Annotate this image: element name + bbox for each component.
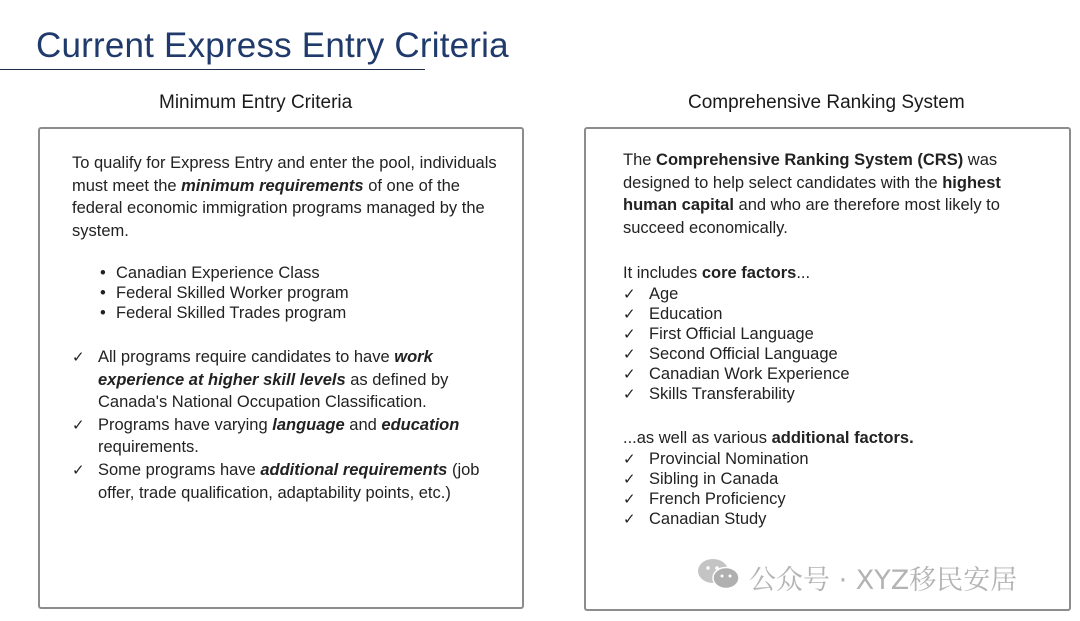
minimum-criteria-intro: To qualify for Express Entry and enter the pool, individuals must meet the minimum requirements of one of the federal economic immigration programs managed by the system.	[72, 154, 497, 240]
checkmark-icon: ✓	[623, 365, 636, 383]
crs-panel	[584, 127, 1071, 611]
checkmark-icon: ✓	[623, 325, 636, 343]
list-item: ✓ Education	[623, 305, 723, 323]
title-underline	[0, 69, 425, 70]
program-list	[100, 263, 349, 323]
right-heading: Comprehensive Ranking System	[688, 92, 965, 113]
checkmark-icon: ✓	[623, 490, 636, 508]
list-item: ✓ Second Official Language	[623, 345, 838, 363]
list-item: • Federal Skilled Worker program	[100, 283, 349, 303]
watermark-text: 公众号 · XYZ移民安居	[749, 564, 1018, 596]
checkmark-icon: ✓	[623, 385, 636, 403]
checkmark-icon: ✓	[623, 470, 636, 488]
crs-intro: The Comprehensive Ranking System (CRS) was designed to help select candidates with the highest human capital and who are therefore most likely to succeed economically.	[623, 151, 1001, 237]
core-factors-lead: It includes core factors...	[623, 264, 811, 282]
requirement-checklist	[72, 346, 502, 504]
checkmark-icon: ✓	[72, 460, 85, 479]
checkmark-icon: ✓	[623, 305, 636, 323]
additional-factors-list	[623, 449, 809, 529]
list-item: ✓ Sibling in Canada	[623, 470, 779, 488]
core-factors-list	[623, 284, 850, 404]
checkmark-icon: ✓	[623, 345, 636, 363]
list-item: ✓ Provincial Nomination	[623, 450, 809, 468]
checkmark-icon: ✓	[72, 415, 85, 434]
checkmark-icon: ✓	[623, 450, 636, 468]
list-item: ✓ Age	[623, 285, 679, 303]
list-item: ✓ First Official Language	[623, 325, 814, 343]
watermark	[697, 559, 1017, 595]
list-item: ✓ Skills Transferability	[623, 385, 795, 403]
list-item: ✓ All programs require candidates to have work experience at higher skill levels as defined by Canada's National Occupation Classification.	[72, 348, 449, 412]
list-item: ✓ French Proficiency	[623, 490, 786, 508]
list-item: ✓ Canadian Study	[623, 510, 767, 528]
additional-factors-lead: ...as well as various additional factors.	[623, 429, 914, 447]
left-heading: Minimum Entry Criteria	[159, 92, 353, 113]
list-item: ✓ Some programs have additional requirements (job offer, trade qualification, adaptability points, etc.)	[72, 460, 480, 502]
checkmark-icon: ✓	[623, 510, 636, 528]
checkmark-icon: ✓	[623, 285, 636, 303]
list-item: • Canadian Experience Class	[100, 263, 349, 283]
minimum-criteria-panel	[38, 127, 524, 609]
list-item: ✓ Programs have varying language and education requirements.	[72, 415, 460, 457]
list-item: ✓ Canadian Work Experience	[623, 365, 850, 383]
wechat-icon	[697, 557, 741, 598]
checkmark-icon: ✓	[72, 348, 85, 366]
page-title: Current Express Entry Criteria	[36, 26, 509, 65]
list-item: • Federal Skilled Trades program	[100, 303, 349, 323]
